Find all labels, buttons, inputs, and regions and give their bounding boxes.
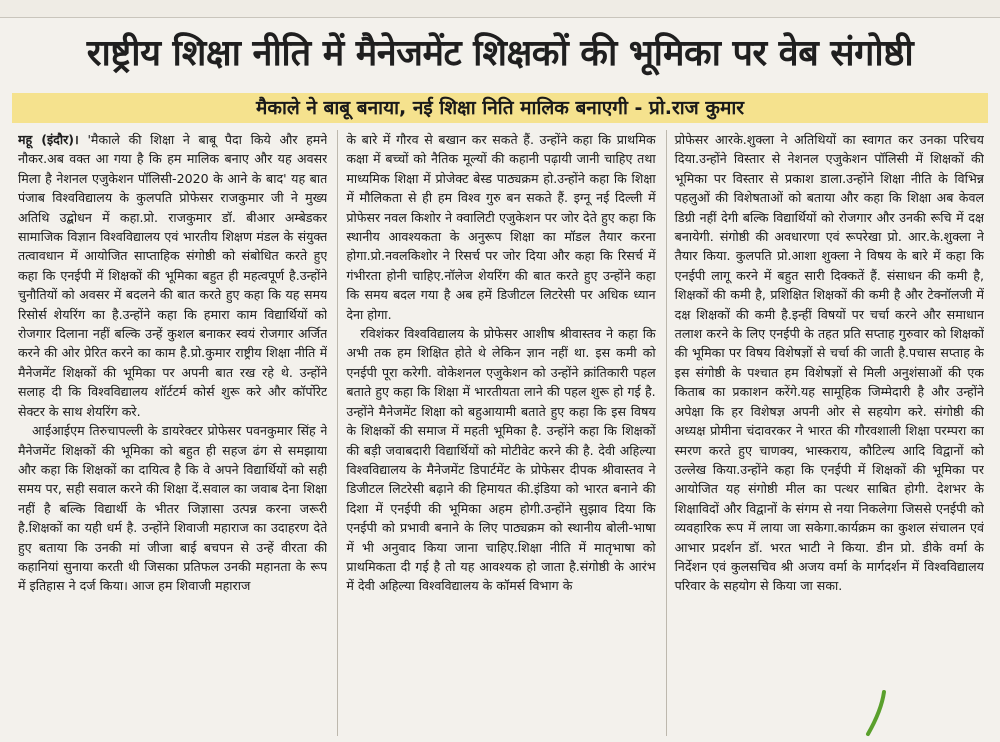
green-tick-mark-icon — [862, 688, 902, 738]
column-3-paragraph-1: प्रोफेसर आरके.शुक्ला ने अतिथियों का स्वागत कर उनका परिचय दिया.उन्होंने विस्तार से नेशनल एजुकेशन पॉलिसी में शिक्षकों की भूमिका पर विस्तार से प्रकाश डाला.उन्होंने शिक्षा नीति के विभिन्न पहलुओं की विशेषताओं को बताया और कहा कि शिक्षा अब केवल डिग्री नहीं देगी बल्कि विद्यार्थियों को रोजगार और उनकी रूचि में दक्ष बनायेगी. संगोष्ठी की अवधारणा एवं रूपरेखा प्रो. आर.के.शुक्ला ने तैयार किया. कुलपति प्रो.आशा शुक्ला ने विषय के बारे में कहा कि एनईपी लागू करने में बहुत सारी दिक्कतें हैं. संसाधन की कमी है, शिक्षकों की कमी है, प्रशिक्षित शिक्षकों की कमी है और टेक्नॉलजी में दक्ष शिक्षकों की कमी है.इन्हीं विषयों पर चर्चा करने और समाधान तलाश करने के लिए एनईपी के तहत प्रति सप्ताह गुरुवार को शिक्षकों की भूमिका पर विषय विशेषज्ञों से चर्चा की जाती है.पचास सप्ताह के इस संगोष्ठी के पश्चात हम विशेषज्ञों से मिली अनुशंसाओं की एक किताब का प्रकाशन करेंगे.यह सामूहिक जिम्मेदारी है और उन्होंने अपेक्षा कि हर विशेषज्ञ अपनी ओर से सहयोग करे. संगोष्ठी की अध्यक्ष प्रोमीना चंदावरकर ने भारत की गौरवशाली शिक्षा परम्परा का स्मरण करते हुए चाणक्य, भास्कराय, कौटिल्य आदि विद्वानों को उल्लेख किया.उन्होंने कहा कि एनईपी में शिक्षकों की भूमिका पर आयोजित यह संगोष्ठी मील का पत्थर साबित होगी. देशभर के शिक्षाविदों और विद्वानों के संगम से नया निकलेगा जिससे एनईपी को व्यवहारिक रूप में लाया जा सकेगा.कार्यक्रम का कुशल संचालन एवं आभार प्रदर्शन डॉ. भरत भाटी ने किया. डीन प्रो. डीके वर्मा के निर्देशन एवं कुलसचिव श्री अजय वर्मा के मार्गदर्शन में विश्वविद्यालय परिवार के सहयोग से किया जा सका. — [674, 132, 984, 594]
page-top-strip — [0, 0, 1000, 18]
paragraph-text: 'मैकाले की शिक्षा ने बाबू पैदा किये और हमने नौकर.अब वक्त आ गया है कि हम मालिक बनाए और यह अवसर मिला है नेशनल एजुकेशन पॉलिसी-2020 के आने के बाद' यह बात पंजाब विश्वविद्यालय के कुलपति प्रोफेसर राजकुमार जी ने मुख्य अतिथि उद्बोधन में कहा.प्रो. राजकुमार डॉ. बीआर अम्बेडकर सामाजिक विज्ञान विश्वविद्यालय एवं भारतीय शिक्षण मंडल के संयुक्त तत्वावधान में आयोजित साप्ताहिक संगोष्ठी को संबोधित करते हुए कहा कि एनईपी में शिक्षकों की भूमिका बहुत ही महत्वपूर्ण है.उन्होंने चुनौतियों को अवसर में बदलने की बात करते हुए कहा कि यह समय रिसोर्स शेयरिंग का है.उन्होंने कहा कि हमारा काम विद्यार्थियों को रोजगार दिलाना नहीं बल्कि उन्हें कुशल बनाकर स्वयं रोजगार अर्जित करने की ओर प्रेरित करने का काम है.प्रो.कुमार राष्ट्रीय शिक्षा नीति में मैनेजमेंट शिक्षकों की भूमिका पर अपनी बात रख रहे थे. उन्होंने सलाह दी कि विश्वविद्यालय शॉर्टटर्म कोर्स शुरू करे और कॉर्पोरेट सेक्टर के साथ शेयरिंग करे. — [18, 132, 328, 419]
column-2 — [337, 130, 655, 736]
column-2-paragraph-1: के बारे में गौरव से बखान कर सकते हैं. उन्होंने कहा कि प्राथमिक कक्षा में बच्चों को नैतिक मूल्यों की कहानी पढ़ायी जानी चाहिए तथा माध्यमिक शिक्षा में प्रोजेक्ट बेस्ड पाठ्यक्रम हो.उन्होंने कहा कि शिक्षा में मौलिकता से ही हम विश्व गुरु बन सकते हैं. इग्नू नई दिल्ली में प्रोफेसर नवल किशोर ने क्वालिटी एजुकेशन पर जोर देते हुए कहा कि स्थानीय आवश्यकता के अनुरूप शिक्षा का मॉडल तैयार करना होगा.प्रो.नवलकिशोर ने रिसर्च पर जोर दिया और कहा कि रिसर्च में गंभीरता होनी चाहिए.नॉलेज शेयरिंग की बात करते हुए उन्होंने कहा कि समय बदल गया है अब हमें डिजीटल लिटरेसी पर अधिक ध्यान देना होगा. — [346, 132, 656, 322]
column-2-paragraph-2: रविशंकर विश्वविद्यालय के प्रोफेसर आशीष श्रीवास्तव ने कहा कि अभी तक हम शिक्षित होते थे लेकिन ज्ञान नहीं था. इस कमी को एनईपी पूरा करेगी. वोकेशनल एजुकेशन को उन्होंने क्रांतिकारी पहल बताते हुए कहा कि शिक्षा में भारतीयता लाने की पहल शुरू हो गई है. उन्होंने मैनेजमेंट शिक्षा को बहुआयामी बताते हुए कहा कि इस विषय के शिक्षकों की समाज में महती भूमिका है. उन्होंने कहा कि शिक्षकों की बड़ी जवाबदारी विद्यार्थियों को मोटीवेट करने की है. देवी अहिल्या विश्वविद्यालय के मैनेजमेंट डिपार्टमेंट के प्रोफेसर दीपक श्रीवास्तव ने डिजीटल लिटरेसी बढ़ाने की हिमायत की.इंडिया को भारत बनाने की दिशा में एनईपी की भूमिका अहम होगी.उन्होंने सुझाव दिया कि एनईपी को प्रभावी बनाने के लिए पाठ्यक्रम को स्थानीय बोली-भाषा में भी अनुवाद किया जाना चाहिए.शिक्षा नीति में मातृभाषा को प्राथमिकता दी गई है तो यह आवश्यक हो जाता है.संगोष्ठी के आरंभ में देवी अहिल्या विश्वविद्यालय के कॉमर्स विभाग के — [346, 326, 656, 594]
dateline: महू (इंदौर)। — [18, 132, 79, 147]
subheadline: मैकाले ने बाबू बनाया, नई शिक्षा निति मालिक बनाएगी - प्रो.राज कुमार — [12, 93, 988, 123]
column-1 — [18, 130, 327, 736]
column-3 — [666, 130, 984, 736]
column-1-paragraph-2: आईआईएम तिरुचापल्ली के डायरेक्टर प्रोफेसर पवनकुमार सिंह ने मैनेजमेंट शिक्षकों की भूमिका को बहुत ही सहज ढंग से समझाया और कहा कि शिक्षकों का दायित्व है कि वे अपने विद्यार्थियों को सही समय पर, सही सवाल करने की शिक्षा दें.सवाल का जवाब देना शिक्षा नहीं है बल्कि विद्यार्थी के भीतर जिज्ञासा उत्पन्न करना जरूरी है.शिक्षकों का यही धर्म है. उन्होंने शिवाजी महाराज का उदाहरण देते हुए बताया कि उनकी मां जीजा बाई बचपन से उन्हें वीरता की कहानियां सुनाया करती थी जिसका प्रतिफल उनकी महानता के रूप में इतिहास ने दर्ज किया। आज हम शिवाजी महाराज — [18, 423, 328, 594]
column-1-paragraph-1 — [18, 130, 327, 421]
article-body — [18, 130, 984, 736]
headline: राष्ट्रीय शिक्षा नीति में मैनेजमेंट शिक्षकों की भूमिका पर वेब संगोष्ठी — [86, 33, 914, 74]
